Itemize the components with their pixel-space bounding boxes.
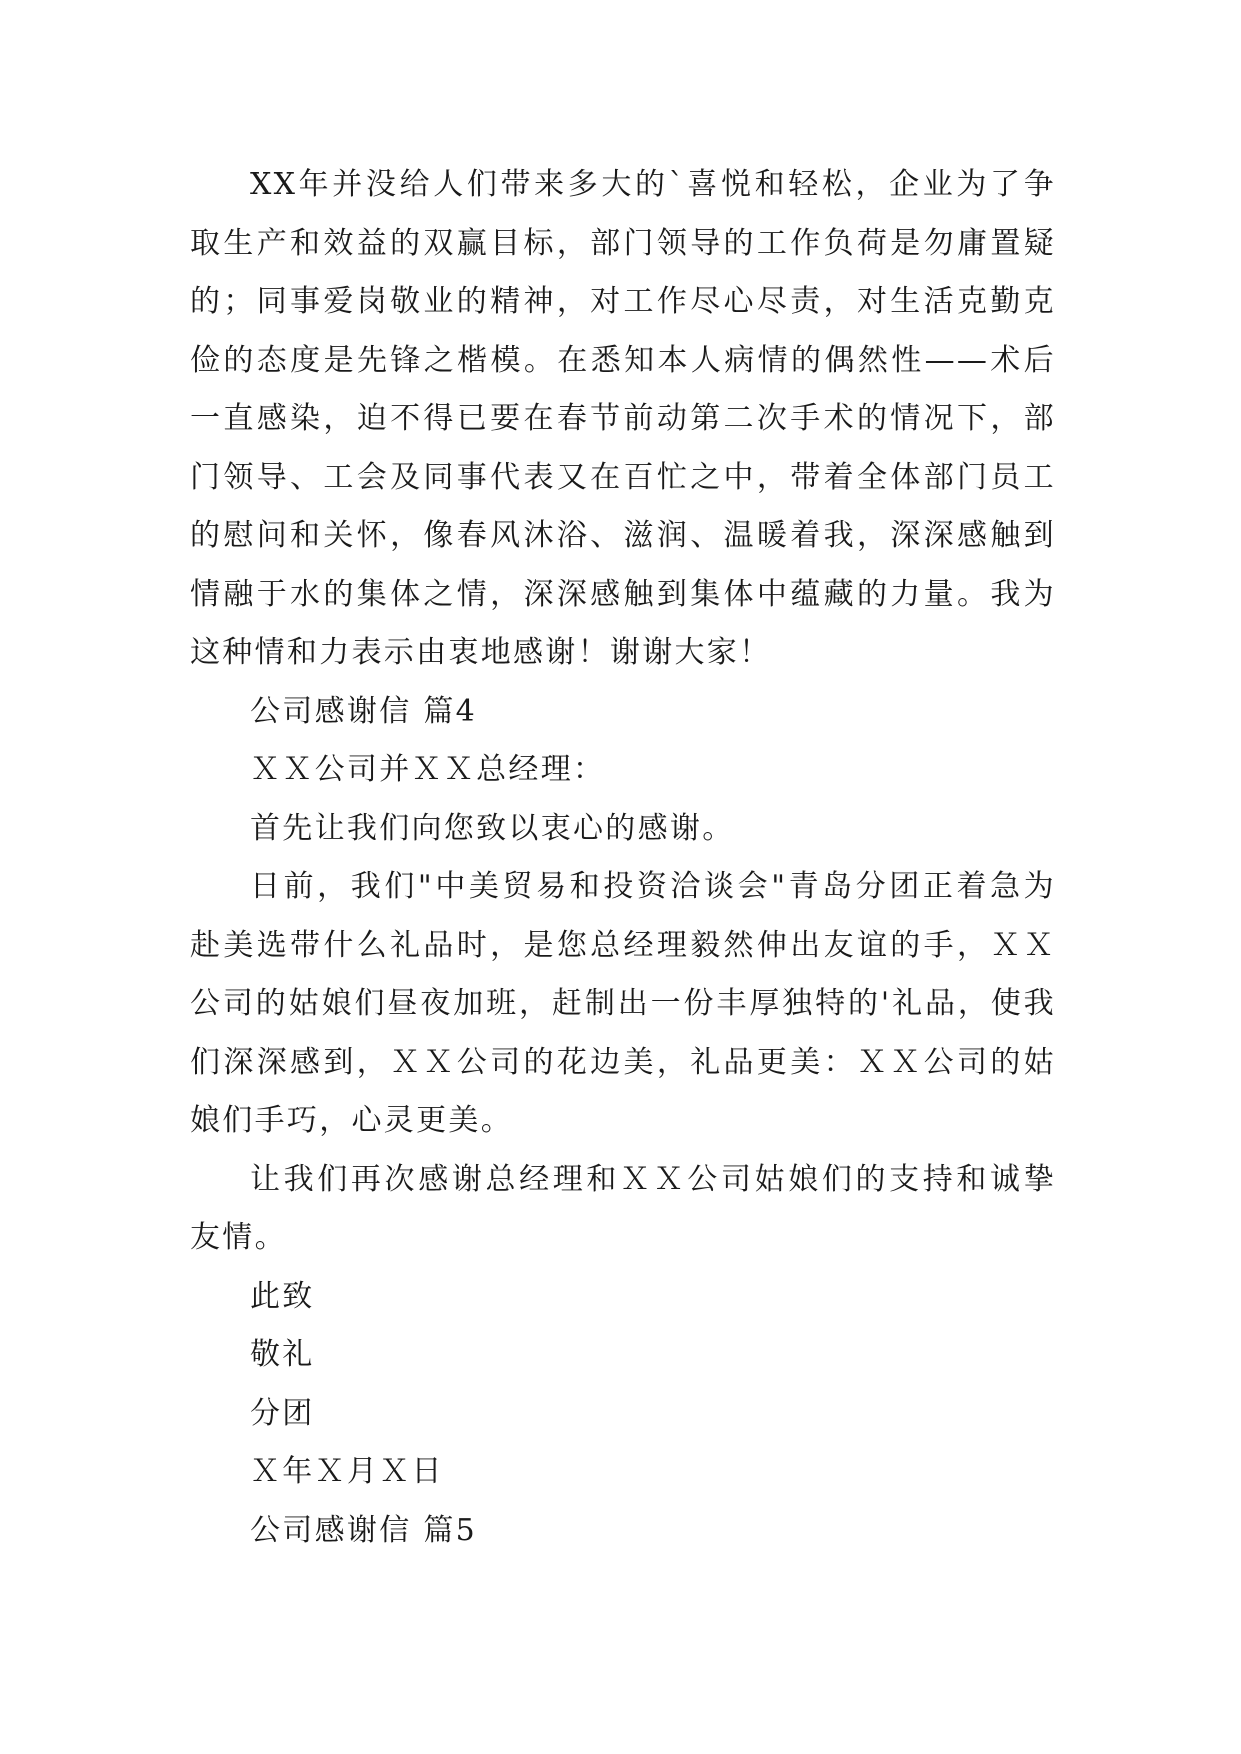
letter-opening-line: 首先让我们向您致以衷心的感谢。 xyxy=(250,810,735,846)
document-body xyxy=(190,156,1056,1560)
signature-sender: 分团 xyxy=(250,1395,315,1431)
paragraph-thanks-again: 让我们再次感谢总经理和ＸＸ公司姑娘们的支持和诚挚友情。 xyxy=(190,1161,1056,1255)
signature-date: Ｘ年Ｘ月Ｘ日 xyxy=(250,1454,444,1489)
paragraph-gratitude-to-colleagues: XX年并没给人们带来多大的`喜悦和轻松，企业为了争取生产和效益的双赢目标，部门领导的工作负荷是勿庸置疑的；同事爱岗敬业的精神，对工作尽心尽责，对生活克勤克俭的态度是先锋之楷模。在悉知本人病情的偶然性——术后一直感染，迫不得已要在春节前动第二次手术的情况下，部门领导、工会及同事代表又在百忙之中，带着全体部门员工的慰问和关怀，像春风沐浴、滋润、温暖着我，深深感触到情融于水的集体之情，深深感触到集体中蕴藏的力量。我为这种情和力表示由衷地感谢！谢谢大家！ xyxy=(190,167,1056,670)
letter-salutation: ＸＸ公司并ＸＸ总经理： xyxy=(250,752,606,787)
section-heading-letter-4: 公司感谢信 篇4 xyxy=(250,693,478,729)
closing-cizhi: 此致 xyxy=(250,1278,315,1314)
closing-jingli: 敬礼 xyxy=(250,1337,315,1372)
paragraph-gift-story: 日前，我们"中美贸易和投资洽谈会"青岛分团正着急为赴美选带什么礼品时，是您总经理毅然伸出友谊的手，ＸＸ公司的姑娘们昼夜加班，赶制出一份丰厚独特的'礼品，使我们深深感到，ＸＸ公司的花边美，礼品更美：ＸＸ公司的姑娘们手巧，心灵更美。 xyxy=(190,869,1056,1138)
section-heading-letter-5: 公司感谢信 篇5 xyxy=(250,1512,478,1548)
